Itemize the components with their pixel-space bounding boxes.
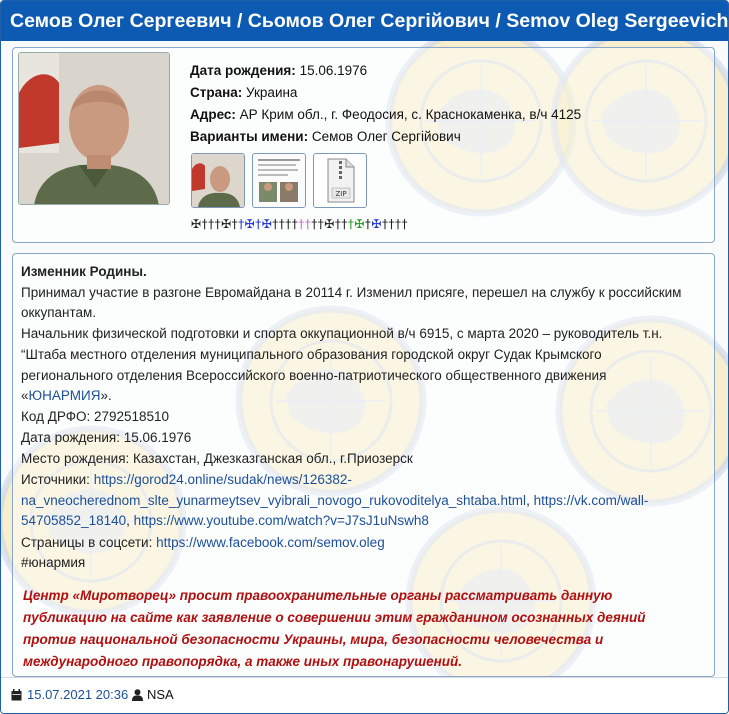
cross-icon: † [231, 217, 239, 231]
facebook-link[interactable]: https://www.facebook.com/semov.oleg [156, 535, 385, 550]
name-variants-value: Семов Олег Сергійович [311, 129, 461, 144]
quote-open: « [21, 388, 29, 403]
sources-line [21, 511, 429, 532]
drfo-code: Код ДРФО: 2792518510 [21, 409, 170, 424]
name-variants-label: Варианты имени: [190, 129, 309, 144]
source-link-gorod24[interactable]: https://gorod24.online/sudak/news/126382- [93, 472, 352, 487]
cross-icon: † [334, 217, 342, 231]
sources-label: Источники: [21, 472, 94, 487]
cross-icon: † [238, 217, 245, 231]
user-icon [132, 689, 143, 701]
cross-icon: ✠ [371, 217, 382, 231]
attachment-document-thumbnail[interactable] [252, 153, 306, 208]
cross-icon: † [272, 217, 279, 231]
cross-icon: ✠ [221, 217, 232, 231]
cross-icon: † [201, 217, 209, 231]
attachment-photo-thumbnail[interactable] [191, 153, 245, 208]
source-link-youtube[interactable]: https://www.youtube.com/watch?v=J7sJ1uNswh8 [133, 513, 429, 528]
country-label: Страна: [190, 85, 243, 100]
cross-icon: † [347, 217, 355, 231]
cross-icon: † [311, 217, 318, 231]
birth-date-value: 15.06.1976 [299, 63, 368, 78]
birth-date-row [190, 63, 367, 78]
country-row [190, 85, 297, 100]
zip-label: ZIP [335, 190, 347, 198]
attachment-zip-thumbnail[interactable] [313, 153, 367, 208]
cross-icon: ✠ [261, 217, 273, 231]
cross-icon: † [341, 217, 348, 231]
address-row [190, 107, 581, 122]
cross-icon: ✠ [324, 217, 335, 231]
post-author: NSA [147, 687, 174, 702]
person-photo-icon [19, 53, 170, 205]
cross-icon: † [381, 217, 389, 231]
cross-icon: ✠ [191, 217, 202, 231]
cross-icon: † [214, 217, 222, 231]
page-title: Семов Олег Сергеевич / Сьомов Олег Сергійович / Semov Oleg Sergeevich [1, 1, 728, 41]
cross-icon: † [388, 217, 395, 231]
cross-icon: † [208, 217, 215, 231]
social-pages-line [21, 533, 385, 554]
birth-date-text: Дата рождения: 15.06.1976 [21, 430, 192, 445]
cross-icon: † [401, 217, 408, 231]
warning-line: Центр «Миротворец» просит правоохранительные органы рассматривать данную [23, 588, 613, 603]
cross-icon: † [285, 217, 292, 231]
cross-icon: † [298, 217, 305, 231]
cross-icon: † [364, 217, 372, 231]
address-value: АР Крим обл., г. Феодосия, с. Краснокаменка, в/ч 4125 [239, 107, 582, 122]
cross-icon: ✠ [354, 217, 365, 231]
yunarmiya-link[interactable]: ЮНАРМИЯ [28, 388, 101, 403]
social-pages-label: Страницы в соцсети: [21, 535, 157, 550]
description-line [21, 386, 112, 407]
source-link-gorod24[interactable]: na_vneocherednom_slte_yunarmeytsev_vyibrali_novogo_rukovoditelya_shtaba.html [21, 493, 527, 508]
cross-icon: † [255, 217, 262, 231]
description-line: Начальник физической подготовки и спорта оккупационной в/ч 6915, с марта 2020 – руководитель т.н. [21, 326, 663, 341]
cross-icon: † [291, 217, 299, 231]
separator: , [126, 513, 134, 528]
warning-line: против национальной безопасности Украины, мира, безопасности человечества и [23, 632, 604, 647]
post-footer [1, 677, 728, 714]
cross-markers [191, 217, 408, 231]
profile-photo[interactable] [18, 52, 170, 205]
warning-line: публикацию на сайте как заявление о совершении этим гражданином осознанных деяний [23, 610, 646, 625]
post-date-link[interactable]: 15.07.2021 20:36 [27, 687, 129, 702]
separator: , [526, 493, 534, 508]
name-variants-row [190, 129, 461, 144]
sources-line [21, 470, 352, 491]
address-label: Адрес: [190, 107, 236, 122]
document-icon [253, 154, 305, 207]
quote-close: ». [100, 388, 112, 403]
description-line: оккупантам. [21, 305, 97, 320]
source-link-vk[interactable]: 54705852_18140 [21, 513, 127, 528]
calendar-icon [11, 689, 22, 701]
country-value: Украина [246, 85, 298, 100]
source-link-vk[interactable]: https://vk.com/wall- [533, 493, 649, 508]
cross-icon: † [304, 217, 312, 231]
description-title: Изменник Родины. [21, 264, 147, 279]
cross-icon: † [278, 217, 286, 231]
birth-date-label: Дата рождения: [190, 63, 296, 78]
description-line: регионального отделения Всероссийского военно-патриотического общественного движения [21, 368, 607, 383]
birthplace-text: Место рождения: Казахстан, Джезказганская обл., г.Приозерск [21, 451, 413, 466]
cross-icon: † [394, 217, 402, 231]
zip-file-icon [314, 154, 366, 207]
cross-icon: ✠ [244, 217, 256, 231]
cross-icon: † [317, 217, 325, 231]
person-photo-icon [192, 154, 244, 207]
warning-line: международного правопорядка, а также иных правонарушений. [23, 654, 463, 669]
description-line: Принимал участие в разгоне Евромайдана в 20114 г. Изменил присяге, перешел на службу к российским [21, 285, 682, 300]
description-line: “Штаба местного отделения муниципального образования городской округ Судак Крымского [21, 347, 602, 362]
hashtag: #юнармия [21, 555, 86, 570]
sources-line [21, 491, 648, 512]
